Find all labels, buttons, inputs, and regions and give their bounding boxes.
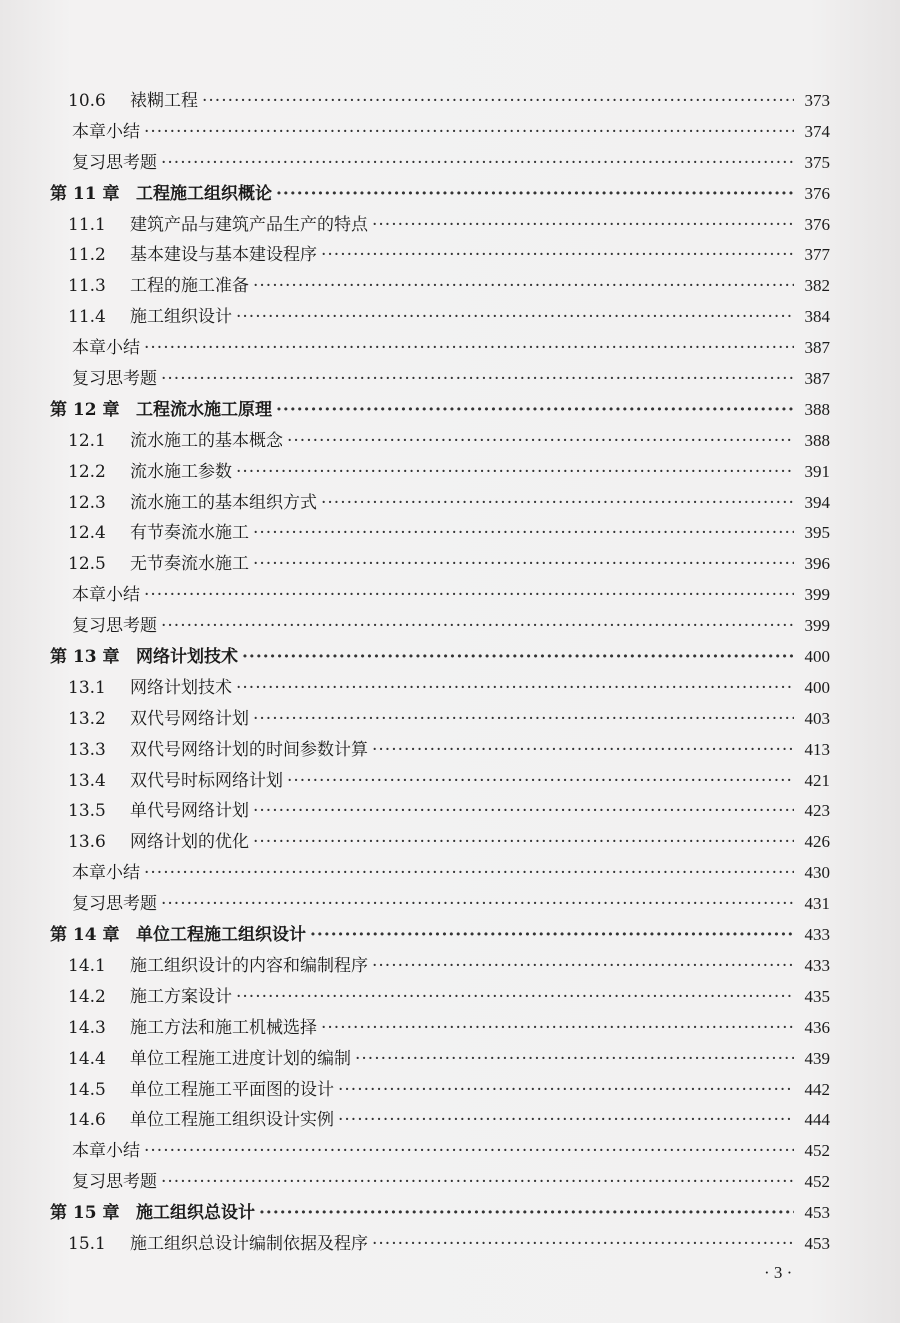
dot-leader (338, 1075, 794, 1106)
toc-entry (50, 488, 830, 519)
entry-title: 双代号网络计划的时间参数计算 (130, 739, 368, 760)
dot-leader (372, 1229, 794, 1260)
toc-entry (50, 858, 830, 889)
entry-title: 单位工程施工组织设计实例 (130, 1110, 334, 1131)
entry-title: 有节奏流水施工 (130, 523, 249, 544)
toc-entry (50, 827, 830, 858)
toc-chapter-entry (50, 179, 830, 210)
entry-page-number: 433 (804, 925, 830, 945)
entry-page-number: 430 (804, 863, 830, 883)
entry-number: 14.3 (68, 1017, 106, 1038)
toc-entry (50, 549, 830, 580)
dot-leader (236, 302, 794, 333)
entry-page-number: 433 (804, 955, 830, 975)
entry-page-number: 375 (804, 152, 830, 172)
dot-leader (253, 518, 794, 549)
entry-number: 15.1 (68, 1233, 106, 1254)
entry-title: 本章小结 (72, 863, 140, 884)
entry-page-number: 382 (804, 276, 830, 296)
entry-number: 13.1 (68, 677, 106, 698)
dot-leader (287, 766, 794, 797)
entry-page-number: 452 (804, 1141, 830, 1161)
entry-page-number: 388 (804, 399, 830, 419)
entry-number: 14.5 (68, 1079, 106, 1100)
entry-page-number: 426 (804, 832, 830, 852)
entry-number: 13.3 (68, 739, 106, 760)
dot-leader (355, 1044, 794, 1075)
dot-leader (144, 580, 794, 611)
entry-page-number: 439 (804, 1048, 830, 1068)
toc-entry (50, 1229, 830, 1260)
dot-leader (253, 549, 794, 580)
entry-page-number: 421 (804, 770, 830, 790)
dot-leader (259, 1198, 794, 1229)
entry-page-number: 435 (804, 986, 830, 1006)
entry-page-number: 387 (804, 369, 830, 389)
entry-page-number: 384 (804, 307, 830, 327)
entry-title: 流水施工的基本组织方式 (130, 492, 317, 513)
entry-title: 施工组织设计的内容和编制程序 (130, 955, 368, 976)
dot-leader (253, 271, 794, 302)
dot-leader (242, 642, 794, 673)
entry-title: 复习思考题 (72, 894, 157, 915)
entry-page-number: 394 (804, 492, 830, 512)
entry-title: 网络计划技术 (136, 647, 238, 668)
entry-title: 基本建设与基本建设程序 (130, 245, 317, 266)
entry-number: 14.2 (68, 986, 106, 1007)
entry-number: 11.3 (68, 276, 106, 297)
dot-leader (161, 364, 794, 395)
toc-entry (50, 86, 830, 117)
toc-entry (50, 1136, 830, 1167)
dot-leader (236, 457, 794, 488)
page-number: · 3 · (764, 1263, 793, 1282)
dot-leader (276, 179, 794, 210)
entry-title: 工程的施工准备 (130, 276, 249, 297)
entry-page-number: 436 (804, 1017, 830, 1037)
entry-title: 施工方法和施工机械选择 (130, 1017, 317, 1038)
toc-entry (50, 1013, 830, 1044)
entry-page-number: 391 (804, 461, 830, 481)
entry-title: 施工组织总设计 (136, 1203, 255, 1224)
toc-entry (50, 333, 830, 364)
dot-leader (321, 1013, 794, 1044)
entry-title: 流水施工参数 (130, 461, 232, 482)
entry-number: 14.1 (68, 955, 106, 976)
toc-entry (50, 364, 830, 395)
dot-leader (144, 858, 794, 889)
entry-number: 13.5 (68, 801, 106, 822)
entry-page-number: 387 (804, 338, 830, 358)
dot-leader (253, 827, 794, 858)
entry-number: 第 13 章 (50, 647, 120, 668)
entry-number: 12.5 (68, 554, 106, 575)
dot-leader (276, 395, 794, 426)
entry-title: 工程流水施工原理 (136, 399, 272, 420)
dot-leader (236, 982, 794, 1013)
entry-title: 双代号时标网络计划 (130, 770, 283, 791)
entry-page-number: 373 (804, 91, 830, 110)
entry-number: 11.2 (68, 245, 106, 266)
toc-entry (50, 735, 830, 766)
entry-page-number: 431 (804, 894, 830, 914)
entry-title: 本章小结 (72, 1141, 140, 1162)
toc-entry (50, 704, 830, 735)
entry-title: 单位工程施工平面图的设计 (130, 1079, 334, 1100)
entry-page-number: 376 (804, 214, 830, 234)
toc-entry (50, 1044, 830, 1075)
dot-leader (287, 426, 794, 457)
entry-page-number: 453 (804, 1203, 830, 1223)
entry-page-number: 400 (804, 647, 830, 667)
dot-leader (321, 488, 794, 519)
entry-title: 单位工程施工组织设计 (136, 925, 306, 946)
dot-leader (144, 117, 794, 148)
entry-title: 施工方案设计 (130, 986, 232, 1007)
entry-number: 12.2 (68, 461, 106, 482)
toc-entry (50, 210, 830, 241)
dot-leader (310, 920, 794, 951)
toc-entry (50, 457, 830, 488)
entry-title: 本章小结 (72, 121, 140, 142)
entry-title: 无节奏流水施工 (130, 554, 249, 575)
toc-entry (50, 1075, 830, 1106)
entry-page-number: 452 (804, 1172, 830, 1192)
entry-number: 11.1 (68, 214, 106, 235)
toc-entry (50, 889, 830, 920)
entry-page-number: 400 (804, 677, 830, 697)
dot-leader (236, 673, 794, 704)
toc-chapter-entry (50, 1198, 830, 1229)
entry-title: 本章小结 (72, 585, 140, 606)
entry-title: 复习思考题 (72, 616, 157, 637)
entry-number: 12.4 (68, 523, 106, 544)
entry-page-number: 396 (804, 554, 830, 574)
entry-number: 第 12 章 (50, 399, 120, 420)
entry-page-number: 395 (804, 523, 830, 543)
toc-entry (50, 611, 830, 642)
toc-entry (50, 580, 830, 611)
toc-entry (50, 426, 830, 457)
entry-title: 施工组织总设计编制依据及程序 (130, 1233, 368, 1254)
entry-number: 13.2 (68, 708, 106, 729)
entry-title: 裱糊工程 (130, 91, 198, 111)
dot-leader (372, 210, 794, 241)
dot-leader (338, 1105, 794, 1136)
dot-leader (144, 333, 794, 364)
entry-page-number: 377 (804, 245, 830, 265)
entry-number: 10.6 (68, 91, 106, 111)
toc-entry (50, 302, 830, 333)
entry-title: 施工组织设计 (130, 307, 232, 328)
entry-title: 工程施工组织概论 (136, 183, 272, 204)
entry-page-number: 388 (804, 430, 830, 450)
table-of-contents (50, 86, 830, 1260)
entry-title: 网络计划技术 (130, 677, 232, 698)
entry-title: 单代号网络计划 (130, 801, 249, 822)
entry-number: 13.4 (68, 770, 106, 791)
entry-page-number: 376 (804, 183, 830, 203)
entry-page-number: 444 (804, 1110, 830, 1130)
entry-title: 网络计划的优化 (130, 832, 249, 853)
toc-chapter-entry (50, 395, 830, 426)
toc-entry (50, 1167, 830, 1198)
entry-page-number: 399 (804, 585, 830, 605)
toc-chapter-entry (50, 920, 830, 951)
dot-leader (321, 240, 794, 271)
entry-title: 建筑产品与建筑产品生产的特点 (130, 214, 368, 235)
toc-entry (50, 951, 830, 982)
entry-title: 双代号网络计划 (130, 708, 249, 729)
toc-entry (50, 518, 830, 549)
entry-number: 12.3 (68, 492, 106, 513)
entry-page-number: 453 (804, 1233, 830, 1253)
entry-title: 本章小结 (72, 338, 140, 359)
dot-leader (372, 735, 794, 766)
dot-leader (161, 889, 794, 920)
entry-number: 14.4 (68, 1048, 106, 1069)
entry-page-number: 403 (804, 708, 830, 728)
entry-number: 13.6 (68, 832, 106, 853)
dot-leader (202, 86, 794, 117)
entry-number: 14.6 (68, 1110, 106, 1131)
toc-entry (50, 796, 830, 827)
toc-entry (50, 271, 830, 302)
toc-entry (50, 766, 830, 797)
entry-page-number: 399 (804, 616, 830, 636)
toc-entry (50, 148, 830, 179)
toc-entry (50, 240, 830, 271)
entry-page-number: 374 (804, 121, 830, 141)
dot-leader (161, 611, 794, 642)
dot-leader (253, 796, 794, 827)
dot-leader (253, 704, 794, 735)
toc-entry (50, 117, 830, 148)
dot-leader (161, 1167, 794, 1198)
entry-page-number: 413 (804, 739, 830, 759)
entry-number: 12.1 (68, 430, 106, 451)
entry-title: 流水施工的基本概念 (130, 430, 283, 451)
toc-entry (50, 1105, 830, 1136)
toc-chapter-entry (50, 642, 830, 673)
entry-number: 11.4 (68, 307, 106, 328)
dot-leader (144, 1136, 794, 1167)
entry-title: 单位工程施工进度计划的编制 (130, 1048, 351, 1069)
entry-title: 复习思考题 (72, 1172, 157, 1193)
entry-number: 第 15 章 (50, 1203, 120, 1224)
toc-entry (50, 673, 830, 704)
entry-title: 复习思考题 (72, 152, 157, 173)
entry-page-number: 442 (804, 1079, 830, 1099)
entry-number: 第 11 章 (50, 183, 120, 204)
toc-entry (50, 982, 830, 1013)
entry-title: 复习思考题 (72, 369, 157, 390)
entry-number: 第 14 章 (50, 925, 120, 946)
dot-leader (372, 951, 794, 982)
dot-leader (161, 148, 794, 179)
entry-page-number: 423 (804, 801, 830, 821)
